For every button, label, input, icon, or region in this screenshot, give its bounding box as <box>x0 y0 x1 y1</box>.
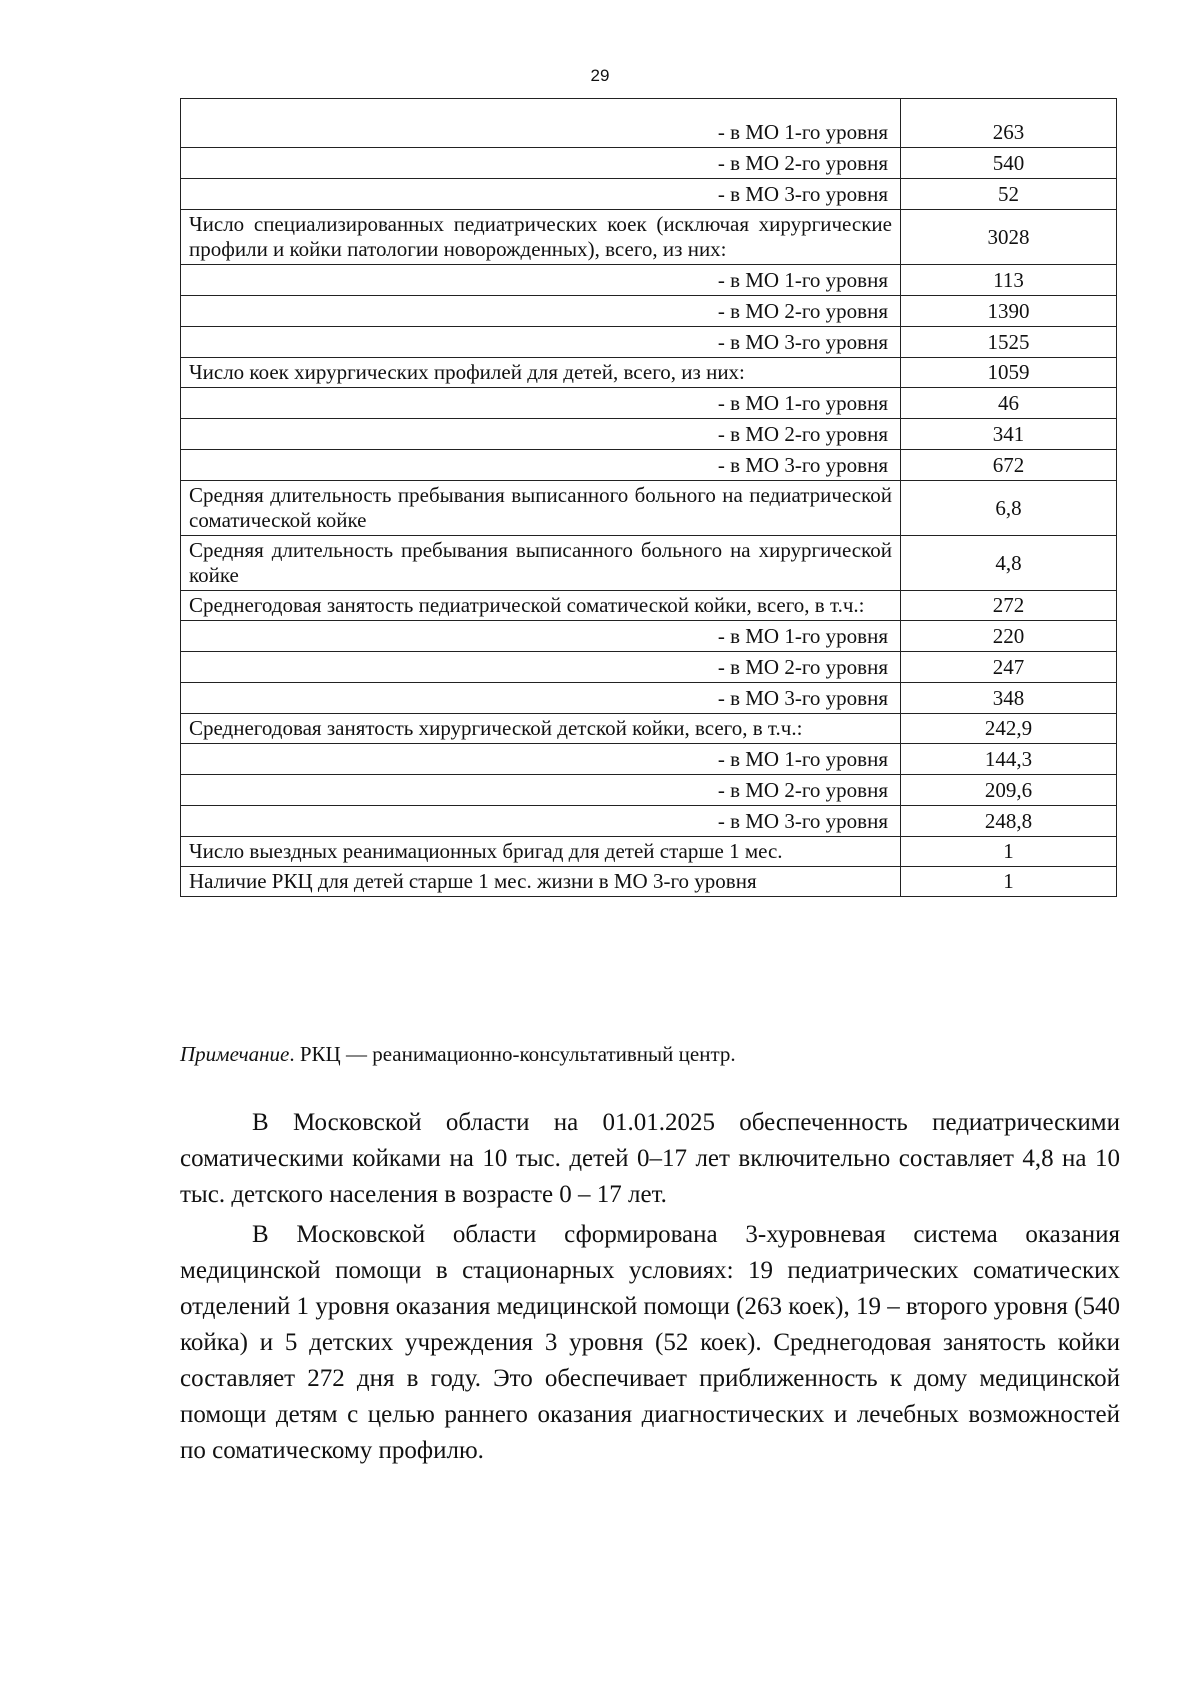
row-value: 3028 <box>901 210 1117 265</box>
table-row <box>181 744 1117 775</box>
table-row <box>181 837 1117 867</box>
page-number: 29 <box>590 66 610 85</box>
table-row <box>181 806 1117 837</box>
table-row <box>181 591 1117 621</box>
indicators-table <box>180 98 1117 897</box>
table-row <box>181 621 1117 652</box>
row-label: Наличие РКЦ для детей старше 1 мес. жизни в МО 3-го уровня <box>181 867 901 897</box>
indicators-table-body <box>181 99 1117 897</box>
row-value: 242,9 <box>901 714 1117 744</box>
row-sublabel: - в МО 1-го уровня <box>181 99 901 148</box>
row-value: 4,8 <box>901 536 1117 591</box>
note-label: Примечание <box>180 1042 290 1066</box>
row-sublabel: - в МО 1-го уровня <box>181 265 901 296</box>
table-row <box>181 450 1117 481</box>
table-row <box>181 652 1117 683</box>
row-label: Среднегодовая занятость хирургической детской койки, всего, в т.ч.: <box>181 714 901 744</box>
row-value: 247 <box>901 652 1117 683</box>
table-row <box>181 358 1117 388</box>
row-value: 1059 <box>901 358 1117 388</box>
row-value: 209,6 <box>901 775 1117 806</box>
table-row <box>181 419 1117 450</box>
table-row <box>181 481 1117 536</box>
row-sublabel: - в МО 1-го уровня <box>181 388 901 419</box>
row-value: 144,3 <box>901 744 1117 775</box>
table-row <box>181 536 1117 591</box>
row-label: Число специализированных педиатрических коек (исключая хирургические профили и койки патологии новорожденных), всего, из них: <box>181 210 901 265</box>
row-value: 1 <box>901 837 1117 867</box>
row-sublabel: - в МО 3-го уровня <box>181 327 901 358</box>
row-label: Средняя длительность пребывания выписанного больного на хирургической койке <box>181 536 901 591</box>
row-value: 348 <box>901 683 1117 714</box>
row-label: Число коек хирургических профилей для детей, всего, из них: <box>181 358 901 388</box>
row-label: Среднегодовая занятость педиатрической соматической койки, всего, в т.ч.: <box>181 591 901 621</box>
row-sublabel: - в МО 1-го уровня <box>181 744 901 775</box>
row-value: 220 <box>901 621 1117 652</box>
table-row <box>181 867 1117 897</box>
row-label: Число выездных реанимационных бригад для детей старше 1 мес. <box>181 837 901 867</box>
table-row <box>181 683 1117 714</box>
row-sublabel: - в МО 1-го уровня <box>181 621 901 652</box>
table-row <box>181 99 1117 148</box>
row-label: Средняя длительность пребывания выписанного больного на педиатрической соматической койке <box>181 481 901 536</box>
table-row <box>181 714 1117 744</box>
row-sublabel: - в МО 3-го уровня <box>181 683 901 714</box>
row-value: 341 <box>901 419 1117 450</box>
table-row <box>181 327 1117 358</box>
row-value: 52 <box>901 179 1117 210</box>
table-row <box>181 210 1117 265</box>
row-sublabel: - в МО 3-го уровня <box>181 450 901 481</box>
row-sublabel: - в МО 2-го уровня <box>181 148 901 179</box>
row-value: 46 <box>901 388 1117 419</box>
table-note <box>180 1042 736 1067</box>
row-value: 1525 <box>901 327 1117 358</box>
row-value: 1390 <box>901 296 1117 327</box>
table-row <box>181 265 1117 296</box>
paragraph: В Московской области сформирована 3-хуровневая система оказания медицинской помощи в стационарных условиях: 19 педиатрических соматических отделений 1 уровня оказания медицинской помощи (263 коек), 19 – второго уровня (540 койка) и 5 детских учреждения 3 уровня (52 коек). Среднегодовая занятость койки составляет 272 дня в году. Это обеспечивает приближенность к дому медицинской помощи детям с целью раннего оказания диагностических и лечебных возможностей по соматическому профилю. <box>180 1221 1120 1464</box>
row-sublabel: - в МО 2-го уровня <box>181 652 901 683</box>
row-sublabel: - в МО 2-го уровня <box>181 775 901 806</box>
paragraph: В Московской области на 01.01.2025 обеспеченность педиатрическими соматическими койками на 10 тыс. детей 0–17 лет включительно составляет 4,8 на 10 тыс. детского населения в возрасте 0 – 17 лет. <box>180 1109 1120 1208</box>
row-sublabel: - в МО 3-го уровня <box>181 806 901 837</box>
row-value: 672 <box>901 450 1117 481</box>
table-row <box>181 148 1117 179</box>
row-value: 263 <box>901 99 1117 148</box>
row-value: 272 <box>901 591 1117 621</box>
table-row <box>181 296 1117 327</box>
row-value: 1 <box>901 867 1117 897</box>
note-text: . РКЦ — реанимационно-консультативный центр. <box>289 1042 736 1066</box>
row-value: 6,8 <box>901 481 1117 536</box>
row-sublabel: - в МО 3-го уровня <box>181 179 901 210</box>
row-sublabel: - в МО 2-го уровня <box>181 296 901 327</box>
row-value: 540 <box>901 148 1117 179</box>
table-row <box>181 179 1117 210</box>
table-row <box>181 775 1117 806</box>
row-value: 113 <box>901 265 1117 296</box>
row-value: 248,8 <box>901 806 1117 837</box>
table-row <box>181 388 1117 419</box>
body-text <box>180 1105 1120 1473</box>
indicators-table-container <box>180 98 1116 897</box>
row-sublabel: - в МО 2-го уровня <box>181 419 901 450</box>
